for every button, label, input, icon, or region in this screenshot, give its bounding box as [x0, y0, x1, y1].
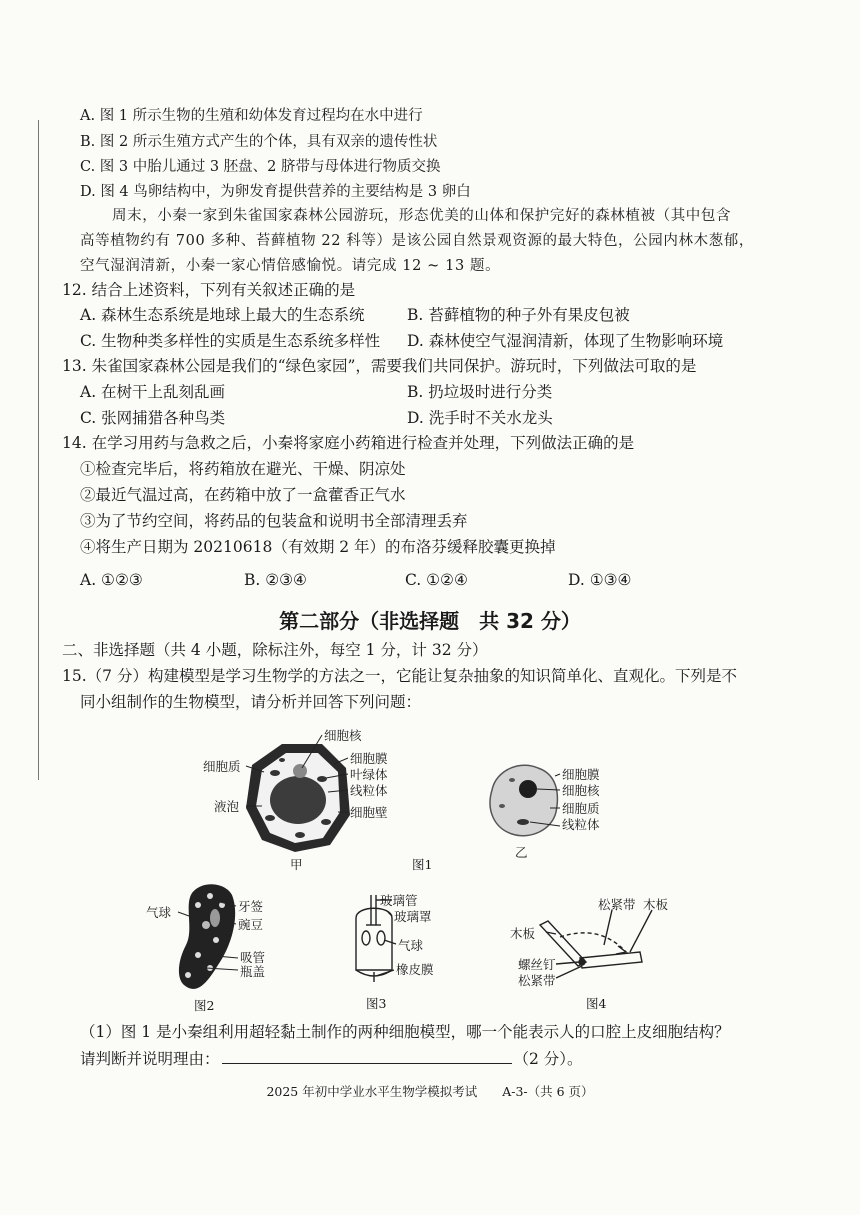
page-footer: 2025 年初中学业水平生物学模拟考试 A-3-（共 6 页） [266, 1084, 594, 1099]
fig4-label-board-right: 木板 [643, 897, 669, 912]
q13-option-b: B. 扔垃圾时进行分类 [407, 383, 553, 401]
fig3-label-bell-jar: 玻璃罩 [394, 909, 432, 924]
q14-option-c: C. ①②④ [405, 571, 468, 589]
passage-line-2: 高等植物约有 700 多种、苔藓植物 22 科等）是该公园自然景观资源的最大特色，公园内林木葱郁， [80, 233, 754, 249]
q15-stem-line-1: 15.（7 分）构建模型是学习生物学的方法之一，它能让复杂抽象的知识简单化、直观化。下列是不 [62, 667, 737, 685]
fig1-label-cytoplasm: 细胞质 [203, 759, 241, 774]
fig2-label-cap: 瓶盖 [240, 964, 266, 979]
animal-cell-model [490, 765, 557, 836]
q15-stem-line-2: 同小组制作的生物模型，请分析并回答下列问题： [80, 693, 422, 711]
q14-item-2: ②最近气温过高，在药箱中放了一盒藿香正气水 [80, 486, 406, 504]
fig3-label-rubber-membrane: 橡皮膜 [396, 962, 434, 977]
q14-stem: 14. 在学习用药与急救之后，小秦将家庭小药箱进行检查并处理，下列做法正确的是 [62, 434, 635, 452]
fig2-label-toothpick: 牙签 [238, 899, 264, 914]
q11-option-b: B. 图 2 所示生殖方式产生的个体，具有双亲的遗传性状 [80, 134, 438, 150]
fig4-model [540, 910, 652, 978]
fig2-model [179, 884, 235, 989]
q14-option-b: B. ②③④ [244, 571, 307, 589]
fig1-caption: 图1 [412, 857, 433, 872]
fig1-label-membrane: 细胞膜 [350, 751, 388, 766]
q14-item-3: ③为了节约空间，将药品的包装盒和说明书全部清理丢弃 [80, 512, 468, 530]
fig3-model [356, 895, 396, 982]
answer-blank[interactable] [222, 1049, 512, 1064]
fig1-label-nucleus: 细胞核 [324, 728, 362, 743]
fig2-label-pea: 豌豆 [238, 917, 264, 932]
q15-1-prompt: 请判断并说明理由： [80, 1050, 220, 1068]
q14-option-d: D. ①③④ [568, 571, 632, 589]
q11-option-a: A. 图 1 所示生物的生殖和幼体发育过程均在水中进行 [80, 108, 423, 124]
q12-option-a: A. 森林生态系统是地球上最大的生态系统 [80, 306, 365, 324]
q15-1-points: （2 分）。 [513, 1050, 583, 1068]
fig2-label-balloon: 气球 [146, 905, 172, 920]
fig1-label-vacuole: 液泡 [214, 799, 240, 814]
fig1-caption-jia: 甲 [290, 857, 303, 872]
fig4-label-board-left: 木板 [510, 926, 536, 941]
q12-option-b: B. 苔藓植物的种子外有果皮包被 [407, 306, 630, 324]
q15-1-line-1: （1）图 1 是小秦组利用超轻黏土制作的两种细胞模型，哪一个能表示人的口腔上皮细胞结构？ [80, 1023, 730, 1041]
q12-option-c: C. 生物种类多样性的实质是生态系统多样性 [80, 332, 381, 350]
passage-line-1: 周末，小秦一家到朱雀国家森林公园游玩，形态优美的山体和保护完好的森林植被（其中包含 [112, 208, 732, 224]
q15-1-line-2 [80, 1049, 583, 1069]
fig2-label-straw: 吸管 [240, 950, 266, 965]
fig1-yi-label-mitochondria: 线粒体 [562, 817, 600, 832]
fig4-label-elastic-bottom: 松紧带 [518, 973, 556, 988]
q14-option-a: A. ①②③ [80, 571, 143, 589]
fig1-yi-label-nucleus: 细胞核 [562, 783, 600, 798]
q12-option-d: D. 森林使空气湿润清新，体现了生物影响环境 [407, 332, 724, 350]
fig1-label-mitochondria: 线粒体 [350, 783, 388, 798]
q14-item-4: ④将生产日期为 20210618（有效期 2 年）的布洛芬缓释胶囊更换掉 [80, 538, 556, 556]
fig1-yi-label-membrane: 细胞膜 [562, 767, 600, 782]
fig1-yi-label-cytoplasm: 细胞质 [562, 801, 600, 816]
fig3-label-glass-tube: 玻璃管 [380, 893, 418, 908]
section-note: 二、非选择题（共 4 小题，除标注外，每空 1 分，计 32 分） [62, 641, 488, 659]
q11-option-d: D. 图 4 鸟卵结构中，为卵发育提供营养的主要结构是 3 卵白 [80, 184, 471, 200]
q12-stem: 12. 结合上述资料，下列有关叙述正确的是 [62, 281, 356, 299]
q11-option-c: C. 图 3 中胎儿通过 3 胚盘、2 脐带与母体进行物质交换 [80, 159, 441, 175]
fig4-caption: 图4 [586, 996, 607, 1011]
q13-option-d: D. 洗手时不关水龙头 [407, 409, 553, 427]
q13-option-c: C. 张网捕猎各种鸟类 [80, 409, 226, 427]
plant-cell-model [246, 744, 350, 852]
q13-option-a: A. 在树干上乱刻乱画 [80, 383, 226, 401]
fig3-label-balloon: 气球 [398, 938, 424, 953]
fig3-caption: 图3 [366, 996, 387, 1011]
fig1-label-cell-wall: 细胞壁 [350, 805, 388, 820]
fig1-label-chloroplast: 叶绿体 [350, 767, 388, 782]
q13-stem: 13. 朱雀国家森林公园是我们的“绿色家园”，需要我们共同保护。游玩时，下列做法可取的是 [62, 357, 697, 375]
fig1-caption-yi: 乙 [515, 845, 528, 860]
fig4-label-screw: 螺丝钉 [518, 957, 556, 972]
section-title: 第二部分（非选择题 共 32 分） [279, 609, 581, 633]
fig4-label-elastic-top: 松紧带 [598, 897, 636, 912]
q14-item-1: ①检查完毕后，将药箱放在避光、干燥、阴凉处 [80, 460, 406, 478]
fig2-caption: 图2 [194, 998, 215, 1013]
passage-line-3: 空气湿润清新，小秦一家心情倍感愉悦。请完成 12 ~ 13 题。 [80, 258, 501, 274]
